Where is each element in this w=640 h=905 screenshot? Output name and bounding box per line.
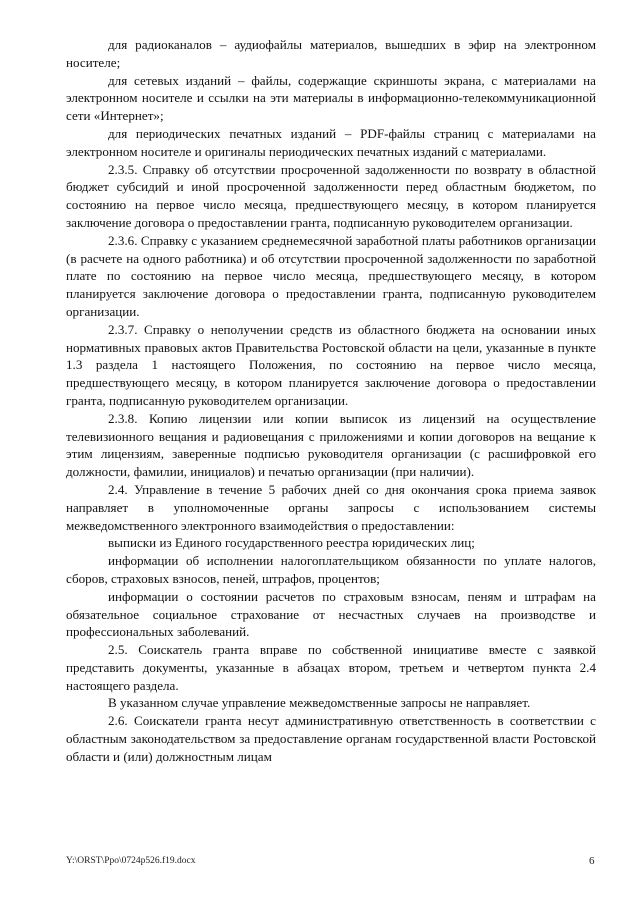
paragraph-online-publications: для сетевых изданий – файлы, содержащие скриншоты экрана, с материалами на электронном носителе и ссылки на эти материалы в информационно-телекоммуникационной сети «Интернет»; bbox=[66, 72, 596, 124]
paragraph-2-6: 2.6. Соискатели гранта несут административную ответственность в соответствии с областным законодательством за предоставление органам государственной власти Ростовской области и (или) должностным лицам bbox=[66, 713, 596, 764]
paragraph-2-3-5: 2.3.5. Справку об отсутствии просроченной задолженности по возврату в областной бюджет субсидий и иной просроченной задолженности перед областным бюджетом, по состоянию на первое число месяца, предшествующего месяцу, в котором планируется заключение договора о предоставлении гранта, подписанную руководителем организации. bbox=[66, 161, 596, 230]
paragraph-egrul-extract: выписки из Единого государственного реестра юридических лиц; bbox=[108, 535, 475, 551]
paragraph-2-5: 2.5. Соискатель гранта вправе по собственной инициативе вместе с заявкой представить документы, указанные в абзацах втором, третьем и четвертом пункта 2.4 настоящего раздела. bbox=[66, 642, 596, 693]
paragraph-2-3-7: 2.3.7. Справку о неполучении средств из областного бюджета на основании иных нормативных правовых актов Правительства Ростовской области на цели, указанные в пункте 1.3 раздела 1 настоящего Положения, по состоянию на первое число месяца, предшествующего месяцу, в котором планируется заключение договора о предоставлении гранта, подписанную руководителем организации. bbox=[66, 321, 596, 408]
paragraph-insurance-info: информации о состоянии расчетов по страховым взносам, пеням и штрафам на обязательное социальное страхование от несчастных случаев на производстве и профессиональных заболеваний. bbox=[66, 588, 596, 640]
paragraph-2-3-8: 2.3.8. Копию лицензии или копии выписок из лицензий на осуществление телевизионного вещания и радиовещания с приложениями и копии договоров на вещание к этим лицензиям, заверенные подписью руководителя организации (с расшифровкой его должности, фамилии, инициалов) и печатью организации (при наличии). bbox=[66, 410, 596, 480]
paragraph-2-4: 2.4. Управление в течение 5 рабочих дней со дня окончания срока приема заявок направляет в уполномоченные органы запросы с использованием системы межведомственного электронного взаимодействия о предоставлении: bbox=[66, 481, 596, 533]
footer-file-path: Y:\ORST\Ppo\0724p526.f19.docx bbox=[66, 856, 196, 866]
paragraph-tax-info: информации об исполнении налогоплательщиком обязанности по уплате налогов, сборов, страховых взносов, пеней, штрафов, процентов; bbox=[66, 553, 596, 586]
paragraph-2-3-6: 2.3.6. Справку с указанием среднемесячной заработной платы работников организации (в расчете на одного работника) и об отсутствии просроченной задолженности по заработной плате по состоянию на первое число месяца, предшествующего месяцу, в котором планируется заключение договора о предоставлении гранта, подписанную руководителем организации. bbox=[66, 232, 596, 319]
document-body bbox=[66, 36, 596, 766]
paragraph-radio-channels: для радиоканалов – аудиофайлы материалов, вышедших в эфир на электронном носителе; bbox=[66, 37, 596, 70]
paragraph-no-requests: В указанном случае управление межведомственные запросы не направляет. bbox=[108, 695, 531, 711]
paragraph-periodicals: для периодических печатных изданий – PDF-файлы страниц с материалами на электронном носителе и оригиналы периодических печатных изданий с материалами. bbox=[66, 125, 596, 159]
footer-page-number: 6 bbox=[589, 855, 595, 867]
